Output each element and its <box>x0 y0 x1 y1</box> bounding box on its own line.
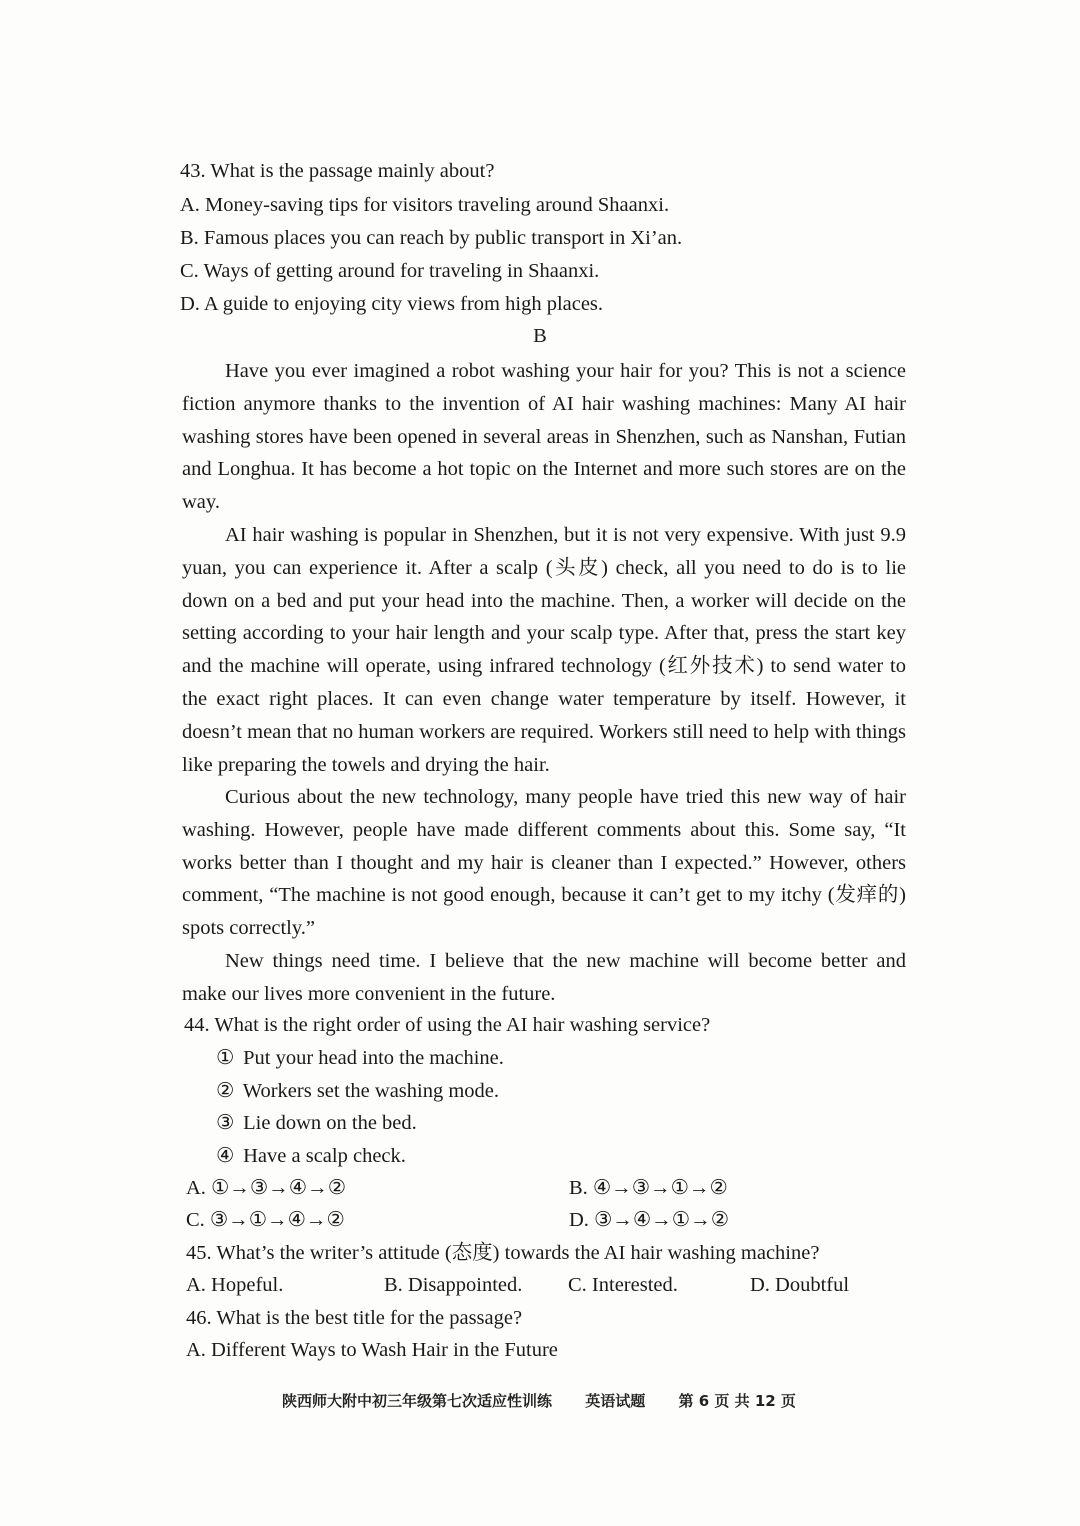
footer-page-number: 第 6 页 共 12 页 <box>678 1392 796 1410</box>
option-c: C. Ways of getting around for traveling in Shaanxi. <box>180 260 600 282</box>
option-a: A. Different Ways to Wash Hair in the Future <box>186 1339 558 1361</box>
passage-paragraph: Curious about the new technology, many people have tried this new way of hair washing. However, people have made different comments about this. Some say, “It works better than I thought and my hair is cleaner than I expected.” However, others comment, “The machine is not good enough, because it can’t get to my itchy (发痒的) spots correctly.” <box>182 786 906 940</box>
footer-subject: 英语试题 <box>585 1392 646 1410</box>
step-item <box>216 1078 499 1104</box>
step-number: ③ <box>216 1112 235 1134</box>
option-a: A. Money-saving tips for visitors traveling around Shaanxi. <box>180 194 670 216</box>
option-c: C. ③→①→④→② <box>186 1209 345 1231</box>
option-c: C. Interested. <box>568 1274 678 1296</box>
option-b: B. Famous places you can reach by public transport in Xi’an. <box>180 227 683 249</box>
passage-paragraph: Have you ever imagined a robot washing your hair for you? This is not a science fiction anymore thanks to the invention of AI hair washing machines: Many AI hair washing stores have been opened in several areas in Shenzhen, such as Nanshan, Futian and Longhua. It has become a hot topic on the Internet and more such stores are on the way. <box>182 360 906 514</box>
passage-paragraph: AI hair washing is popular in Shenzhen, but it is not very expensive. With just 9.9 yuan, you can experience it. After a scalp (头皮) check, all you need to do is to lie down on a bed and put your head into the machine. Then, a worker will decide on the setting according to your hair length and your scalp type. After that, press the start key and the machine will operate, using infrared technology (红外技术) to send water to the exact right places. It can even change water temperature by itself. However, it doesn’t mean that no human workers are required. Workers still need to help with things like preparing the towels and drying the hair. <box>182 524 906 776</box>
step-item <box>216 1110 417 1136</box>
footer-school: 陕西师大附中初三年级第七次适应性训练 <box>282 1392 553 1410</box>
step-number: ② <box>216 1080 235 1102</box>
option-a: A. ①→③→④→② <box>186 1177 347 1199</box>
option-b: B. ④→③→①→② <box>569 1177 728 1199</box>
option-d: D. Doubtful <box>750 1274 850 1296</box>
step-item <box>216 1143 406 1169</box>
option-d: D. ③→④→①→② <box>569 1209 730 1231</box>
step-number: ① <box>216 1047 235 1069</box>
question-stem: 45. What’s the writer’s attitude (态度) towards the AI hair washing machine? <box>186 1242 820 1264</box>
step-item <box>216 1045 504 1071</box>
question-stem: 44. What is the right order of using the AI hair washing service? <box>184 1014 711 1036</box>
option-a: A. Hopeful. <box>186 1274 284 1296</box>
option-b: B. Disappointed. <box>384 1274 523 1296</box>
step-number: ④ <box>216 1145 235 1167</box>
page-footer <box>282 1390 824 1411</box>
section-title: B <box>533 325 547 347</box>
step-text: Workers set the washing mode. <box>242 1080 500 1102</box>
step-text: Lie down on the bed. <box>243 1112 417 1134</box>
passage-paragraph: New things need time. I believe that the new machine will become better and make our lives more convenient in the future. <box>182 950 906 1005</box>
question-stem: 43. What is the passage mainly about? <box>180 160 495 182</box>
question-stem: 46. What is the best title for the passage? <box>186 1307 523 1329</box>
step-text: Put your head into the machine. <box>243 1047 504 1069</box>
option-d: D. A guide to enjoying city views from high places. <box>180 293 604 315</box>
step-text: Have a scalp check. <box>243 1145 406 1167</box>
